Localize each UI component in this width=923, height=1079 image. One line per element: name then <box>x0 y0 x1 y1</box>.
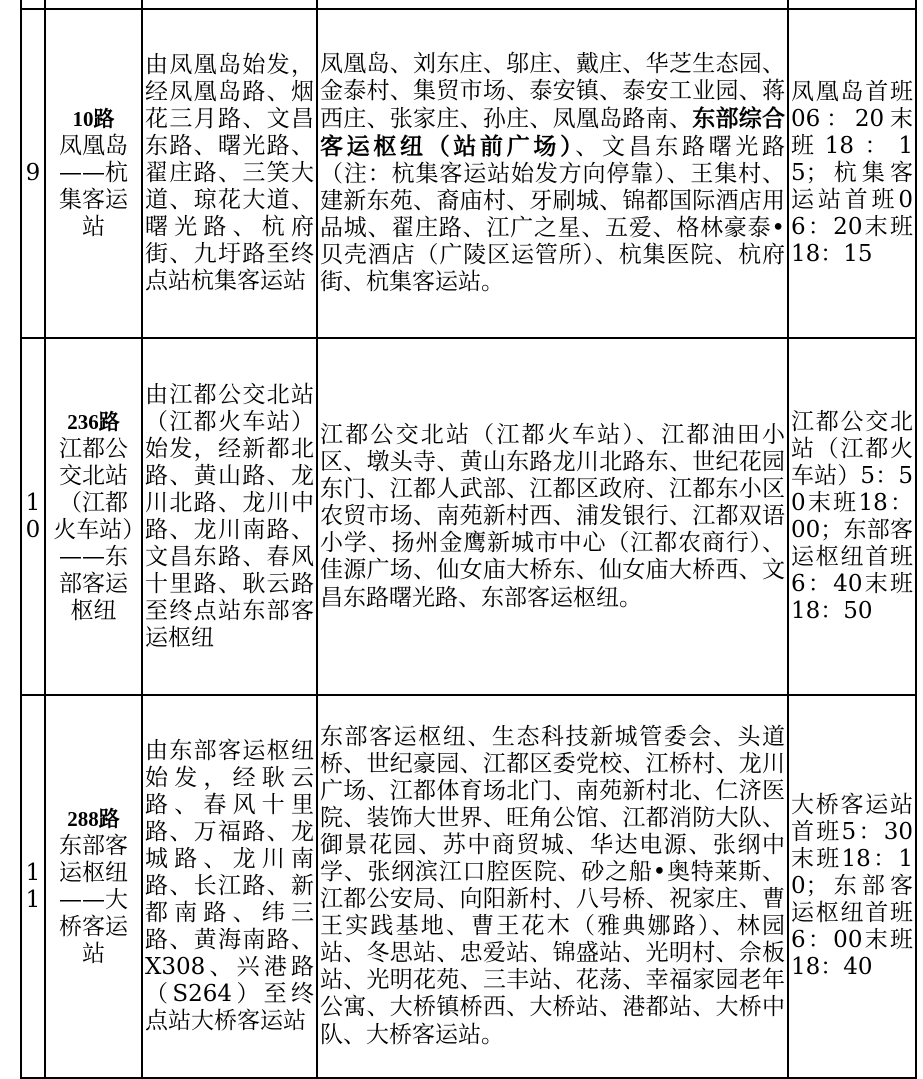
table-row <box>21 338 916 695</box>
table-cell <box>788 0 916 9</box>
table-cell <box>317 0 788 9</box>
route-path: 由凤凰岛始发，经凤凰岛路、烟花三月路、文昌东路、曙光路、翟庄路、三笑大道、琼花大道、曙光路、杭府街、九圩路至终点站杭集客运站 <box>142 9 317 338</box>
route-name-cell <box>45 9 142 338</box>
table-cell <box>142 0 317 9</box>
row-index: 9 <box>21 9 45 338</box>
route-path: 由江都公交北站（江都火车站）始发，经新都北路、黄山路、龙川北路、龙川中路、龙川南路、文昌东路、春风十里路、耿云路至终点站东部客运枢纽 <box>142 338 317 695</box>
table-cell <box>21 0 45 9</box>
table-row <box>21 695 916 1078</box>
row-index: 11 <box>21 695 45 1078</box>
route-number: 236路 <box>67 409 120 434</box>
route-name: 江都公交北站（江都火车站）——东部客运枢纽 <box>53 435 134 624</box>
route-stops <box>317 695 788 1078</box>
bus-route-table <box>20 0 917 1079</box>
route-schedule: 江都公交北站（江都火车站）5：50末班18：00；东部客运枢纽首班6：40末班18：50 <box>788 338 916 695</box>
route-name: 东部客运枢纽——大桥客运站 <box>59 832 128 967</box>
route-schedule: 凤凰岛首班06：20末班18：15；杭集客运站首班06：20末班18：15 <box>788 9 916 338</box>
route-number: 288路 <box>67 806 120 831</box>
route-name-cell <box>45 338 142 695</box>
stops-text: 凤凰岛、刘东庄、邬庄、戴庄、华芝生态园、金泰村、集贸市场、泰安镇、泰安工业园、蒋西庄、张家庄、孙庄、凤凰岛路南、 <box>320 51 785 132</box>
table-cell <box>45 0 142 9</box>
stops-text-bold: 东部综合客运枢纽（站前广场） <box>320 105 786 160</box>
row-index: 10 <box>21 338 45 695</box>
stops-text: 、文昌东路曙光路（注：杭集客运站始发方向停靠）、王集村、建新东苑、裔庙村、牙刷城、锦都国际酒店用品城、翟庄路、江广之星、五爱、格林豪泰•贝壳酒店（广陵区运管所）、杭集医院、杭府街、杭集客运站。 <box>320 134 786 295</box>
route-name-cell <box>45 695 142 1078</box>
stops-text: 东部客运枢纽、生态科技新城管委会、头道桥、世纪豪园、江都区委党校、江桥村、龙川广场、江都体育场北门、南苑新村北、仁济医院、装饰大世界、旺角公馆、江都消防大队、御景花园、苏中商贸城、华达电源、张纲中学、张纲滨江口腔医院、砂之船•奥特莱斯、江都公安局、向阳新村、八号桥、祝家庄、曹王实践基地、曹王花木（雅典娜路）、林园站、冬思站、忠爱站、锦盛站、光明村、佘板站、光明花苑、三丰站、花荡、幸福家园老年公寓、大桥镇桥西、大桥站、港都站、大桥中队、大桥客运站。 <box>320 724 785 1048</box>
table-row <box>21 9 916 338</box>
route-schedule: 大桥客运站首班5：30末班18：10；东部客运枢纽首班6：00末班18：40 <box>788 695 916 1078</box>
route-name: 凤凰岛——杭集客运站 <box>59 133 128 240</box>
table-row-partial-top <box>21 0 916 9</box>
route-stops <box>317 9 788 338</box>
route-number: 10路 <box>72 107 115 131</box>
route-path: 由东部客运枢纽始发，经耿云路、春风十里路、万福路、龙城路、龙川南路、长江路、新都南路、纬三路、黄海南路、X308、兴港路（S264）至终点站大桥客运站 <box>142 695 317 1078</box>
stops-text: 江都公交北站（江都火车站）、江都油田小区、墩头寺、黄山东路龙川北路东、世纪花园东门、江都人武部、江都区政府、江都东小区农贸市场、南苑新村西、浦发银行、江都双语小学、扬州金鹰新城市中心（江都农商行）、佳源广场、仙女庙大桥东、仙女庙大桥西、文昌东路曙光路、东部客运枢纽。 <box>320 421 785 611</box>
route-stops <box>317 338 788 695</box>
